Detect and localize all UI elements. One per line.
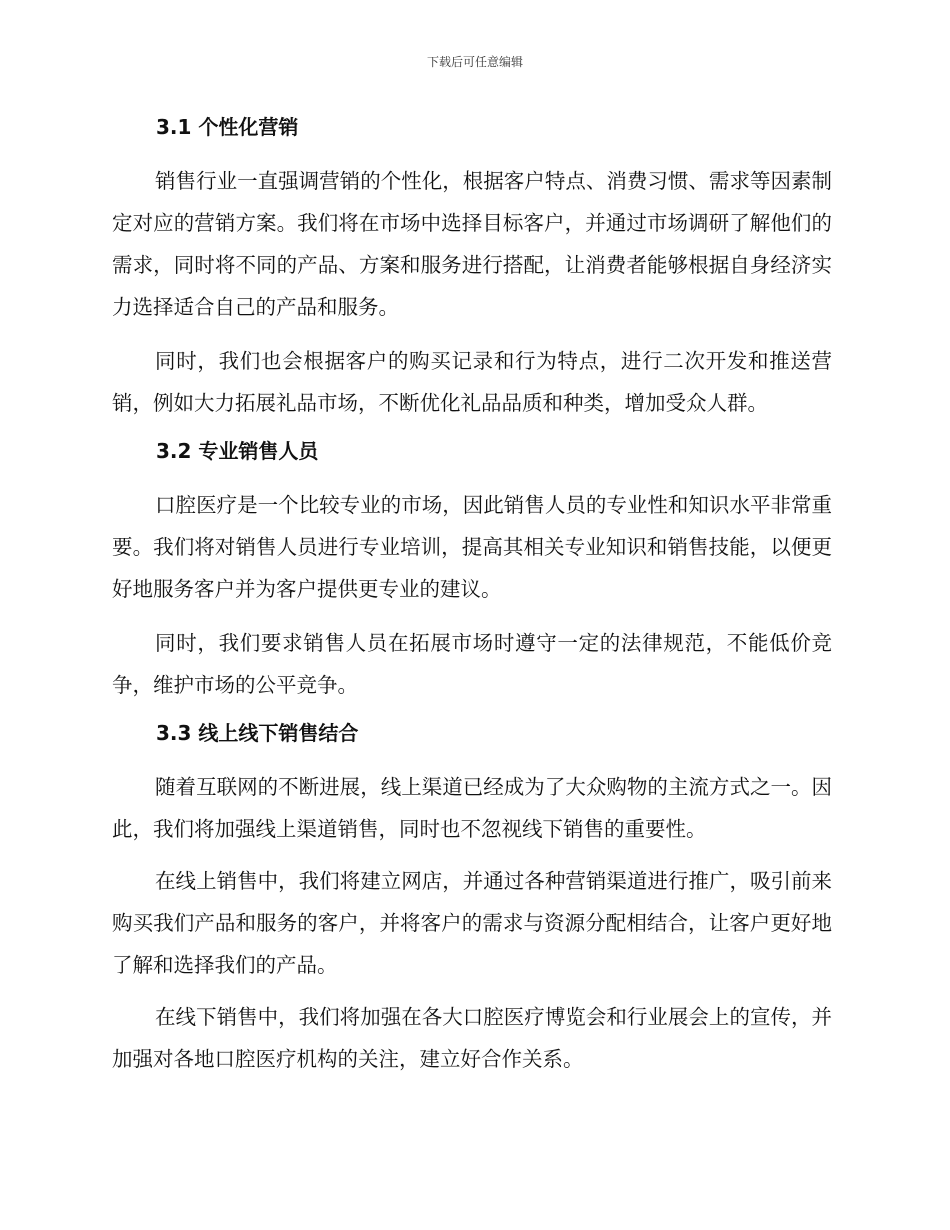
paragraph: 口腔医疗是一个比较专业的市场，因此销售人员的专业性和知识水平非常重要。我们将对销售人员进行专业培训，提高其相关专业知识和销售技能，以便更好地服务客户并为客户提供更专业的建议。 (112, 493, 832, 601)
section-professional-sales-staff (112, 436, 832, 706)
section-heading: 3.3 线上线下销售结合 (156, 721, 359, 745)
paragraph: 在线下销售中，我们将加强在各大口腔医疗博览会和行业展会上的宣传，并加强对各地口腔医疗机构的关注，建立好合作关系。 (112, 1005, 832, 1071)
paragraph: 同时，我们也会根据客户的购买记录和行为特点，进行二次开发和推送营销，例如大力拓展礼品市场，不断优化礼品品质和种类，增加受众人群。 (112, 349, 832, 415)
paragraph: 同时，我们要求销售人员在拓展市场时遵守一定的法律规范，不能低价竞争，维护市场的公平竞争。 (112, 631, 832, 697)
document-body (112, 112, 832, 1090)
paragraph: 随着互联网的不断进展，线上渠道已经成为了大众购物的主流方式之一。因此，我们将加强线上渠道销售，同时也不忽视线下销售的重要性。 (112, 775, 832, 841)
paragraph: 在线上销售中，我们将建立网店，并通过各种营销渠道进行推广，吸引前来购买我们产品和服务的客户，并将客户的需求与资源分配相结合，让客户更好地了解和选择我们的产品。 (112, 869, 832, 977)
section-online-offline-sales (112, 718, 832, 1080)
section-heading: 3.1 个性化营销 (156, 115, 299, 139)
section-personalized-marketing (112, 112, 832, 424)
section-heading: 3.2 专业销售人员 (156, 439, 319, 463)
paragraph: 销售行业一直强调营销的个性化，根据客户特点、消费习惯、需求等因素制定对应的营销方案。我们将在市场中选择目标客户，并通过市场调研了解他们的需求，同时将不同的产品、方案和服务进行搭配，让消费者能够根据自身经济实力选择适合自己的产品和服务。 (112, 169, 832, 319)
page-header-note: 下载后可任意编辑 (426, 55, 523, 69)
